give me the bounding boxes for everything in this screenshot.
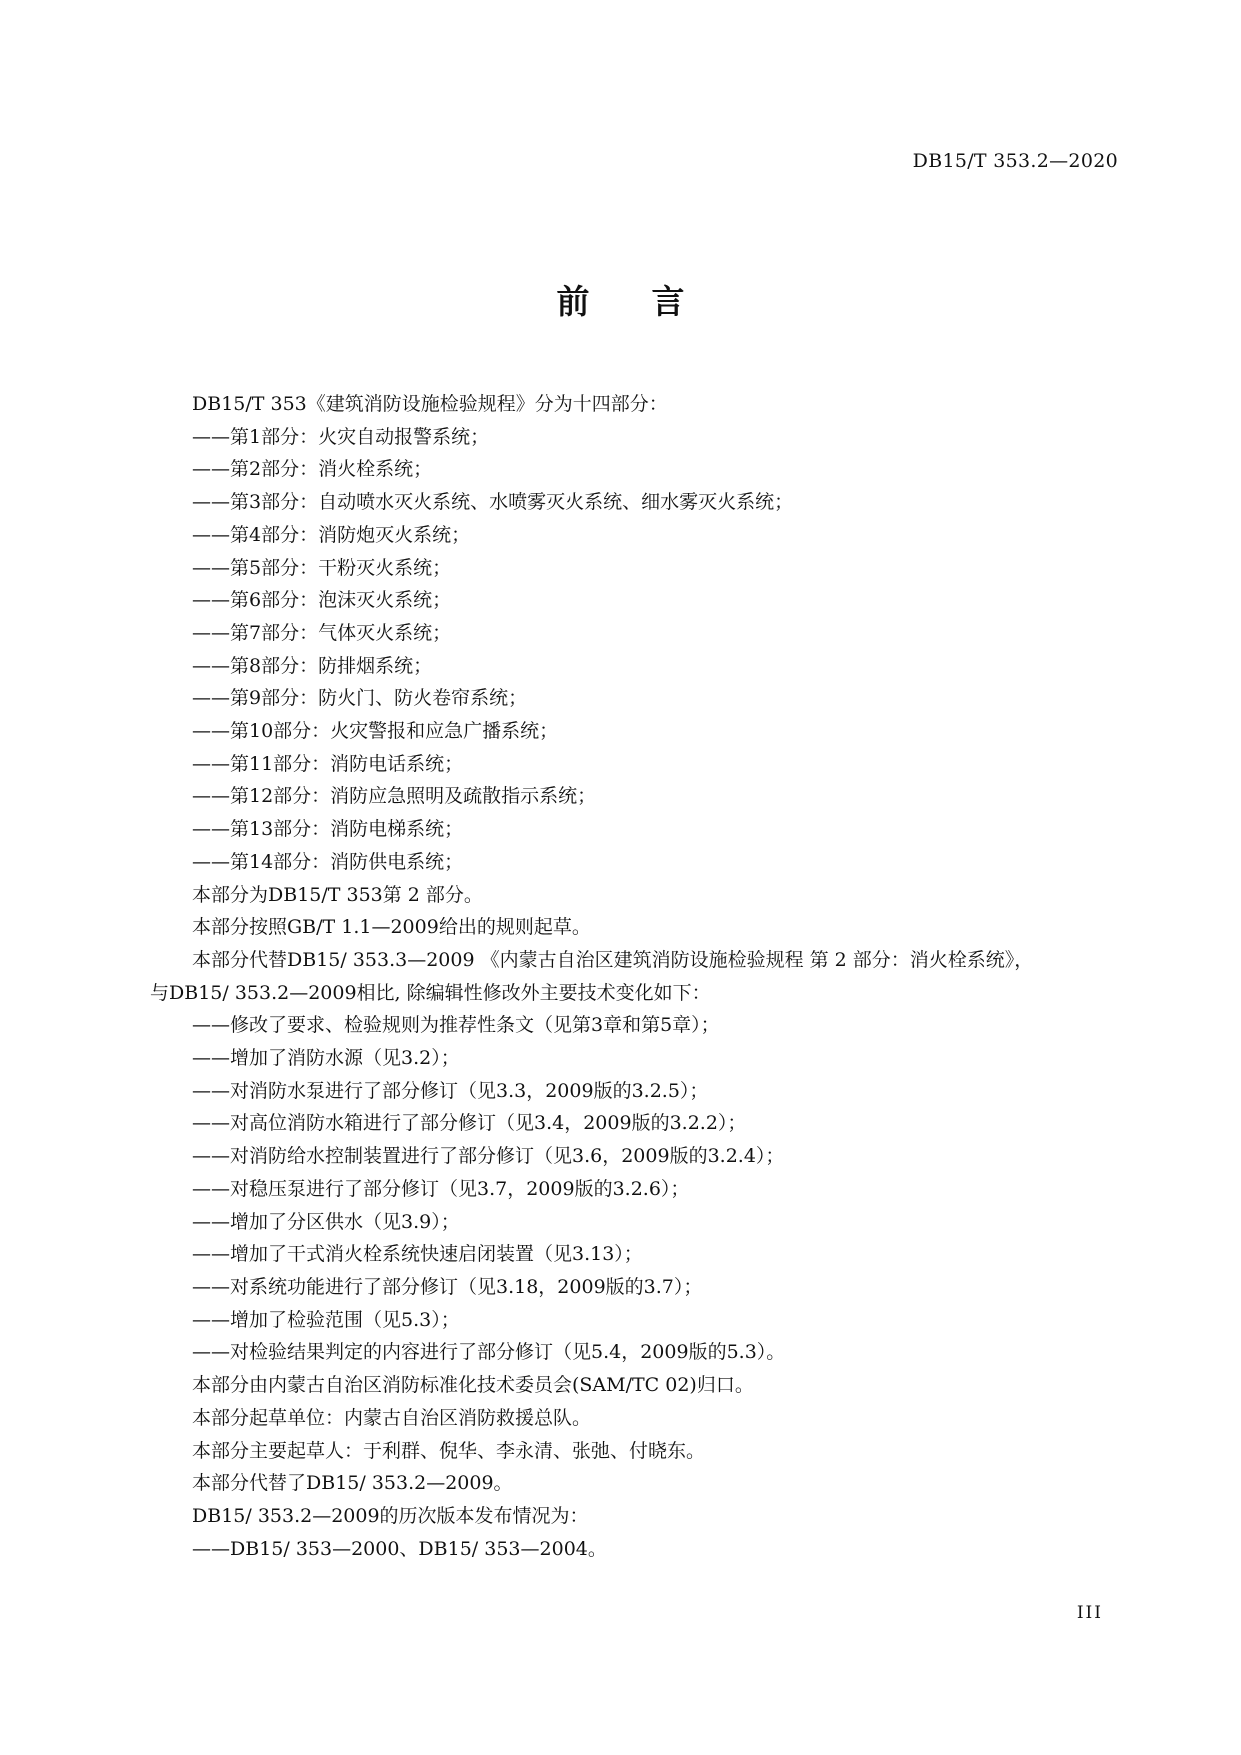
text-line: DB15/T 353《建筑消防设施检验规程》分为十四部分： [192, 393, 668, 415]
text-line: 本部分由内蒙古自治区消防标准化技术委员会(SAM/TC 02)归口。 [192, 1374, 754, 1397]
text-line: ——对消防给水控制装置进行了部分修订（见3.6，2009版的3.2.4）； [192, 1145, 785, 1168]
text-line: ——第12部分：消防应急照明及疏散指示系统； [192, 785, 597, 808]
text-line: ——第1部分：火灾自动报警系统； [192, 425, 490, 448]
text-line: ——增加了检验范围（见5.3）； [192, 1308, 460, 1331]
text-line: 本部分按照GB/T 1.1—2009给出的规则起草。 [192, 916, 591, 939]
text-line: ——第3部分：自动喷水灭火系统、水喷雾灭火系统、细水雾灭火系统； [192, 491, 794, 514]
text-line: 本部分为DB15/T 353第 2 部分。 [192, 883, 483, 906]
text-line: DB15/ 353.2—2009的历次版本发布情况为： [192, 1504, 589, 1527]
text-line: ——对稳压泵进行了部分修订（见3.7，2009版的3.2.6）； [192, 1177, 690, 1200]
text-line: ——DB15/ 353—2000、DB15/ 353—2004。 [192, 1537, 607, 1560]
text-line: ——第14部分：消防供电系统； [192, 850, 464, 873]
text-line: ——对高位消防水箱进行了部分修订（见3.4，2009版的3.2.2）； [192, 1112, 747, 1135]
text-line: ——第10部分：火灾警报和应急广播系统； [192, 720, 559, 743]
text-line: 本部分起草单位：内蒙古自治区消防救援总队。 [192, 1406, 592, 1429]
text-line: ——第11部分：消防电话系统； [192, 752, 464, 775]
standard-code: DB15/T 353.2—2020 [912, 150, 1118, 172]
text-line: ——第2部分：消火栓系统； [192, 458, 433, 481]
foreword-body [150, 388, 1130, 1565]
text-line: ——对系统功能进行了部分修订（见3.18，2009版的3.7）； [192, 1275, 703, 1298]
text-line: ——第13部分：消防电梯系统； [192, 818, 464, 841]
text-line: ——第5部分：干粉灭火系统； [192, 556, 452, 579]
text-line: 本部分代替DB15/ 353.3—2009 《内蒙古自治区建筑消防设施检验规程 第 2 部分：消火栓系统》， [192, 948, 1034, 971]
text-line: ——增加了干式消火栓系统快速启闭装置（见3.13）； [192, 1243, 643, 1266]
text-line: ——修改了要求、检验规则为推荐性条文（见第3章和第5章）； [192, 1014, 720, 1037]
text-line: ——第7部分：气体灭火系统； [192, 621, 452, 644]
text-line: ——对检验结果判定的内容进行了部分修订（见5.4，2009版的5.3）。 [192, 1341, 786, 1364]
text-line: ——增加了分区供水（见3.9）； [192, 1210, 460, 1233]
text-line: ——增加了消防水源（见3.2）； [192, 1047, 460, 1070]
text-line: ——第8部分：防排烟系统； [192, 654, 433, 677]
text-line: ——对消防水泵进行了部分修订（见3.3，2009版的3.2.5）； [192, 1079, 709, 1102]
text-line: 本部分代替了DB15/ 353.2—2009。 [192, 1472, 513, 1495]
page-number: III [1076, 1603, 1103, 1623]
text-line: 与DB15/ 353.2—2009相比, 除编辑性修改外主要技术变化如下： [150, 981, 711, 1004]
text-line: ——第9部分：防火门、防火卷帘系统； [192, 687, 528, 710]
text-line: ——第6部分：泡沫灭火系统； [192, 589, 452, 612]
text-line: ——第4部分：消防炮灭火系统； [192, 523, 471, 546]
text-line: 本部分主要起草人：于利群、倪华、李永清、张弛、付晓东。 [192, 1439, 706, 1462]
page-title: 前言 [556, 282, 747, 321]
